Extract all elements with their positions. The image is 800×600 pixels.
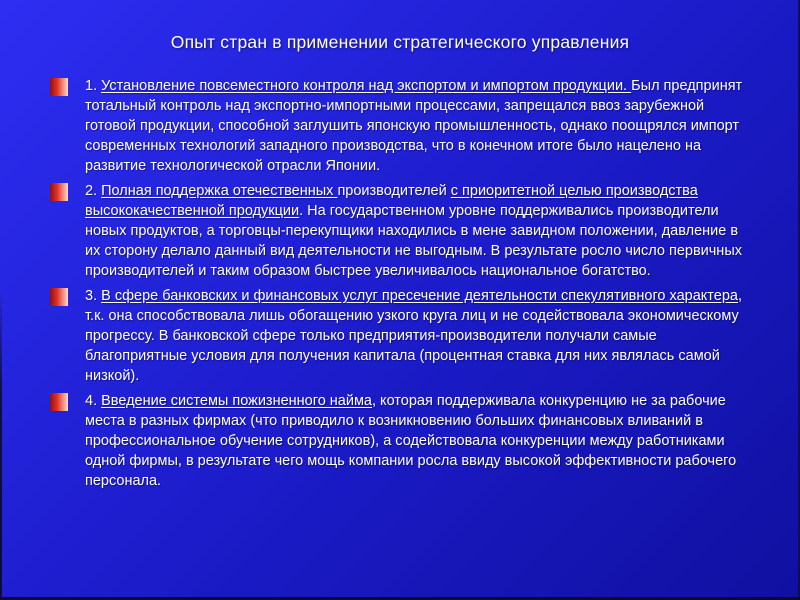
- bullet-item: [50, 76, 750, 176]
- bullet-marker: [50, 183, 68, 201]
- bullet-text: 1. Установление повсеместного контроля над экспортом и импортом продукции. Был предпринят тотальный контроль над экспортно-импортными процессами, запрещался ввоз зарубежной готовой продукции, способной заглушить японскую промышленность, однако поощрялся импорт современных технологий западного производства, что в конечном итоге было нацелено на развитие технологической отрасли Японии.: [85, 78, 743, 174]
- slide-title: Опыт стран в применении стратегического управления: [170, 32, 630, 52]
- bullet-list: [50, 76, 750, 496]
- slide-edge-shadow-left: [0, 288, 2, 597]
- bullet-marker: [50, 393, 68, 411]
- bullet-text: 3. В сфере банковских и финансовых услуг пресечение деятельности спекулятивного характера, т.к. она способствовала лишь обогащению узкого круга лиц и не содействовала экономическому прогрессу. В банковской сфере только предприятия-производители получали самые благоприятные условия для получения капитала (процентная ставка для них являлась самой низкой).: [85, 288, 742, 384]
- bullet-item: [50, 286, 750, 386]
- bullet-text: 4. Введение системы пожизненного найма, которая поддерживала конкуренцию не за рабочие места в разных фирмах (что приводило к возникновению больших финансовых вливаний в профессиональное обучение сотрудников), а содействовала конкуренции между работниками одной фирмы, в результате чего мощь компании росла ввиду высокой эффективности рабочего персонала.: [85, 393, 737, 489]
- bullet-text: 2. Полная поддержка отечественных производителей с приоритетной целью производства высококачественной продукции. На государственном уровне поддерживались производители новых продуктов, а торговцы-перекупщики находились в мене завидном положении, давление в их сторону делало данный вид деятельности не выгодным. В результате росло число первичных производителей и таким образом быстрее увеличивалось национальное богатство.: [85, 183, 742, 279]
- bullet-item: [50, 391, 750, 491]
- bullet-item: [50, 181, 750, 281]
- bullet-marker: [50, 78, 68, 96]
- bullet-marker: [50, 288, 68, 306]
